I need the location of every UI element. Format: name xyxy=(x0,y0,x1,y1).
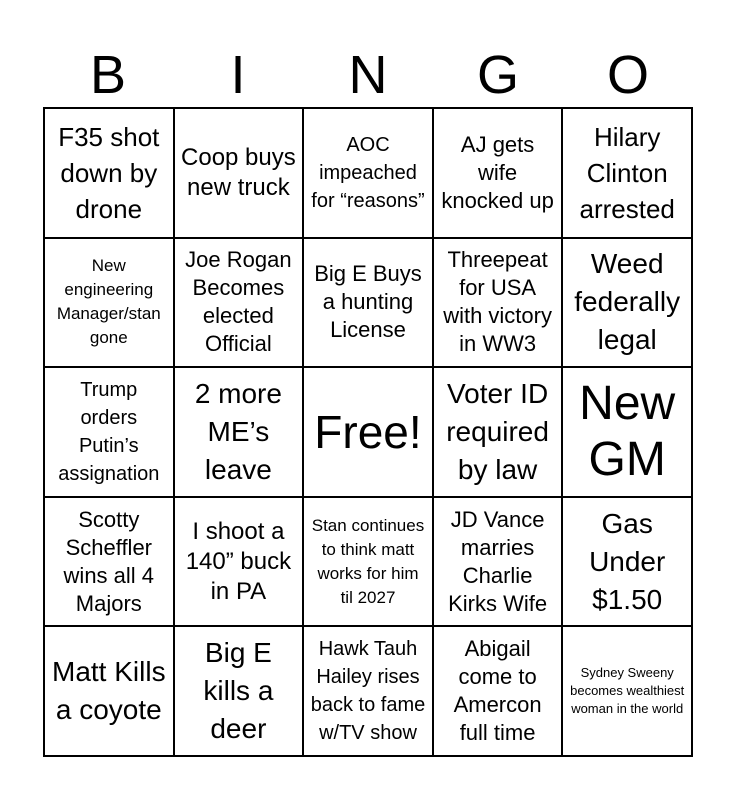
cell-text: JD Vance marries Charlie Kirks Wife xyxy=(448,506,548,616)
cell-text: Abigail come to Amercon full time xyxy=(453,636,542,746)
bingo-cell[interactable] xyxy=(303,497,433,627)
bingo-cell[interactable] xyxy=(44,497,174,627)
header-letter-i: I xyxy=(230,45,246,105)
bingo-cell[interactable] xyxy=(174,497,304,627)
cell-text: AOC impeached for “reasons” xyxy=(311,133,425,212)
bingo-header xyxy=(43,44,693,106)
bingo-cell[interactable] xyxy=(174,367,304,497)
bingo-cell[interactable] xyxy=(44,626,174,756)
bingo-cell[interactable] xyxy=(562,497,692,627)
cell-text: Big E Buys a hunting License xyxy=(314,261,422,343)
cell-text: New GM xyxy=(579,376,676,486)
bingo-cell[interactable] xyxy=(303,626,433,756)
bingo-cell[interactable] xyxy=(44,367,174,497)
bingo-cell[interactable] xyxy=(433,497,563,627)
cell-text: Coop buys new truck xyxy=(181,143,296,201)
bingo-cell[interactable] xyxy=(562,238,692,368)
cell-text: Voter ID required by law xyxy=(446,377,549,485)
cell-text: 2 more ME’s leave xyxy=(194,377,282,485)
bingo-cell[interactable] xyxy=(562,367,692,497)
bingo-cell[interactable] xyxy=(44,238,174,368)
bingo-card xyxy=(43,107,693,757)
cell-text: Hawk Tauh Hailey rises back to fame w/TV show xyxy=(310,638,426,745)
free-space-cell[interactable] xyxy=(303,367,433,497)
bingo-cell[interactable] xyxy=(433,238,563,368)
bingo-cell[interactable] xyxy=(562,626,692,756)
bingo-cell[interactable] xyxy=(174,108,304,238)
bingo-cell[interactable] xyxy=(174,238,304,368)
cell-text: Sydney Sweeny becomes wealthiest woman in the world xyxy=(570,665,685,717)
header-letter-n: N xyxy=(348,45,388,105)
cell-text: Trump orders Putin’s assignation xyxy=(58,378,160,485)
cell-text: Threepeat for USA with victory in WW3 xyxy=(443,247,552,357)
cell-text: Joe Rogan Becomes elected Official xyxy=(185,247,292,357)
cell-text: AJ gets wife knocked up xyxy=(441,131,554,213)
bingo-cell[interactable] xyxy=(433,108,563,238)
bingo-cell[interactable] xyxy=(303,108,433,238)
cell-text: New engineering Manager/stan gone xyxy=(56,256,161,348)
bingo-cell[interactable] xyxy=(303,238,433,368)
cell-text: Free! xyxy=(314,405,422,458)
cell-text: Gas Under $1.50 xyxy=(589,507,666,615)
cell-text: F35 shot down by drone xyxy=(58,121,160,224)
bingo-cell[interactable] xyxy=(562,108,692,238)
header-letter-g: G xyxy=(476,45,519,105)
bingo-cell[interactable] xyxy=(433,367,563,497)
cell-text: Stan continues to think matt works for him til 2027 xyxy=(311,515,425,607)
bingo-cell[interactable] xyxy=(44,108,174,238)
bingo-cell[interactable] xyxy=(174,626,304,756)
cell-text: Weed federally legal xyxy=(574,248,681,356)
cell-text: Matt Kills a coyote xyxy=(52,656,166,726)
bingo-cell[interactable] xyxy=(433,626,563,756)
cell-text: Scotty Scheffler wins all 4 Majors xyxy=(63,506,155,616)
header-letter-b: B xyxy=(89,45,127,105)
cell-text: I shoot a 140” buck in PA xyxy=(185,517,292,605)
cell-text: Big E kills a deer xyxy=(203,637,274,745)
cell-text: Hilary Clinton arrested xyxy=(579,121,675,224)
header-letter-o: O xyxy=(606,45,649,105)
